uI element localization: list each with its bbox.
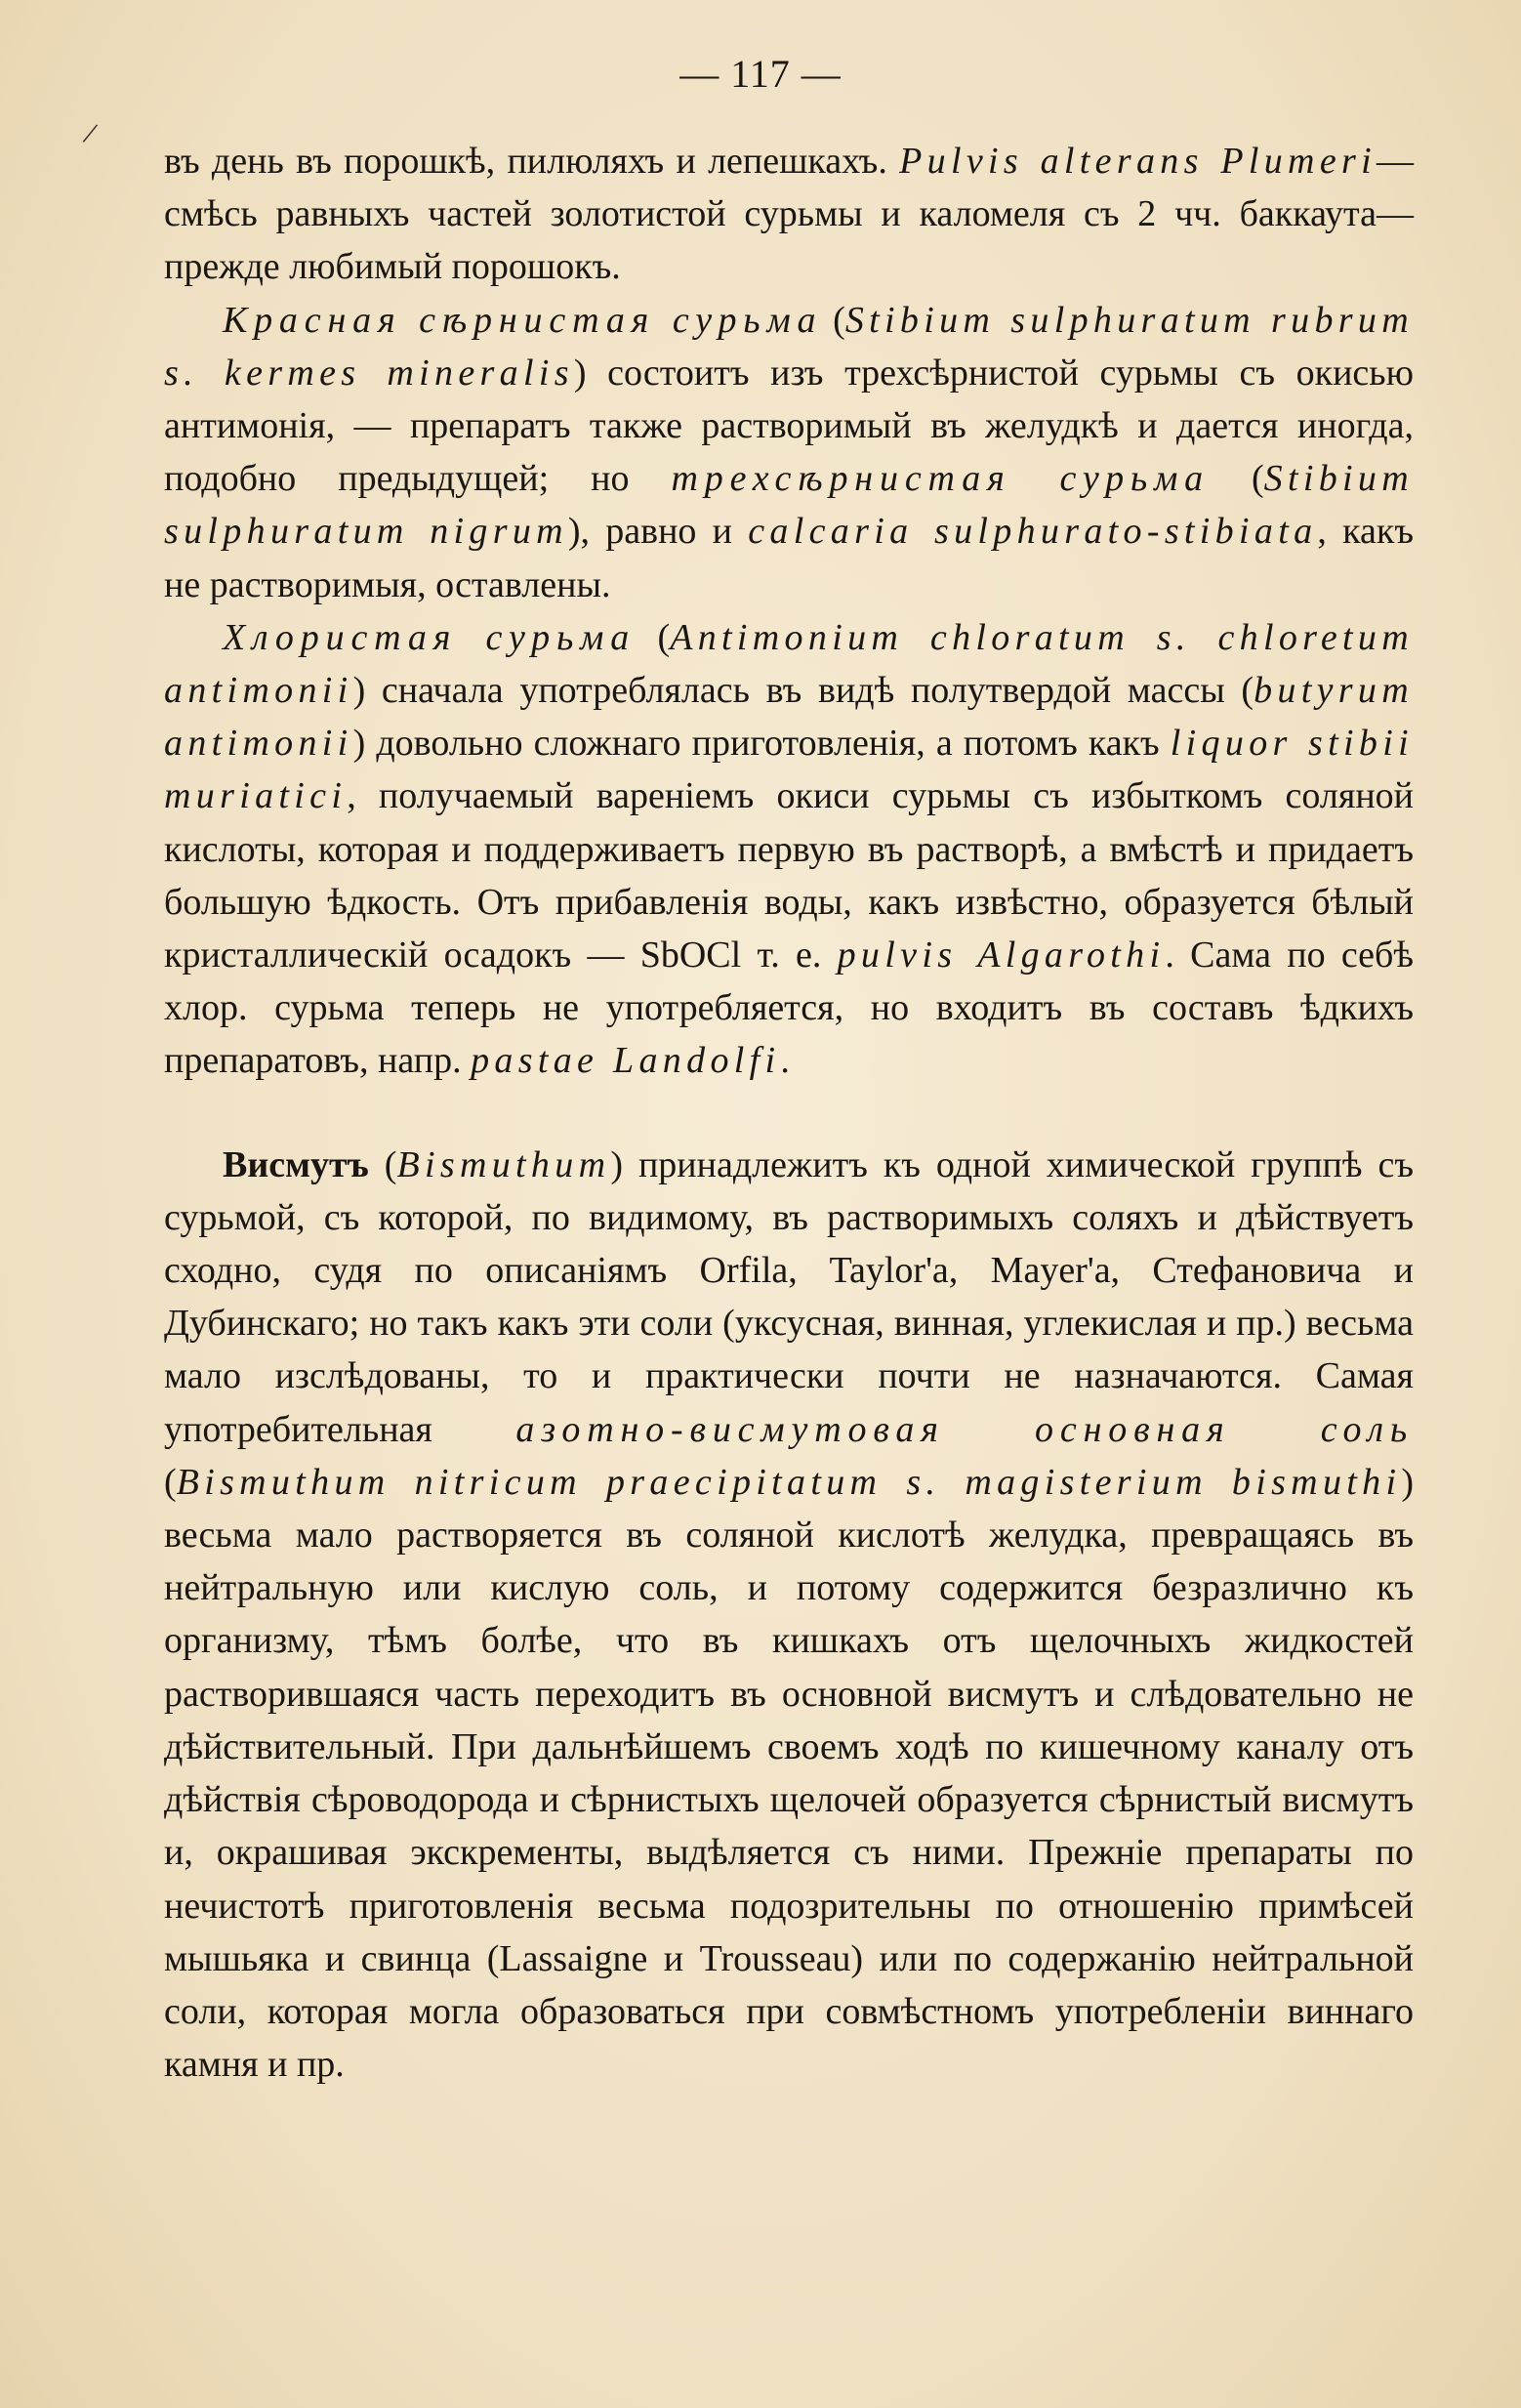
latin-term: Pulvis alterans Plumeri <box>899 141 1377 182</box>
text-run: въ день въ порошкѣ, пилюляхъ и лепешкахъ. <box>164 141 900 182</box>
text-run: , какъ не растворимыя, оставлены. <box>164 511 1414 605</box>
latin-term: Stibium sulphuratum rubrum s. kermes mineralis <box>164 299 1414 394</box>
latin-term: butyrum antimonii <box>164 670 1414 765</box>
text-run: ), равно и <box>567 511 749 553</box>
section-heading-word: Висмутъ <box>223 1143 369 1185</box>
latin-term: pastae Landolfi <box>471 1040 781 1082</box>
latin-term: Bismuthum <box>396 1143 611 1185</box>
latin-term: Stibium sulphuratum nigrum <box>164 458 1414 553</box>
spaced-term: Красная сѣрнистая сурьма <box>223 299 823 341</box>
text-run: . Сама по себѣ хлор. сурьма теперь не употребляется, но входитъ въ составъ ѣдкихъ препаратовъ, напр. <box>164 934 1414 1082</box>
latin-term: liquor stibii muriatici <box>164 723 1414 817</box>
spaced-term: Хлористая сурьма <box>223 616 637 658</box>
text-run: —смѣсь равныхъ частей золотистой сурьмы и каломеля съ 2 чч. баккаута—прежде любимый порошокъ. <box>164 141 1414 288</box>
text-run: ) сначала употреблялась въ видѣ полутвердой массы ( <box>352 670 1254 712</box>
text-run: ( <box>368 1143 397 1185</box>
paragraph-4 <box>164 1139 1414 2092</box>
spaced-term: азотно-висмутовая основная соль <box>515 1408 1414 1450</box>
text-run: ( <box>822 299 845 341</box>
margin-mark: / <box>80 114 101 151</box>
body-text <box>164 135 1414 2091</box>
text-run: ( <box>1210 458 1264 500</box>
paragraph-3 <box>164 611 1414 1088</box>
text-run: . <box>780 1040 790 1082</box>
text-run: ( <box>636 616 671 658</box>
text-run: ) состоитъ изъ трехсѣрнистой сурьмы съ окисью антимонія, — препаратъ также растворимый въ желудкѣ и дается иногда, подобно предыдущей; но <box>164 352 1414 500</box>
page-number: — 117 — <box>679 52 842 96</box>
spaced-term: трехсѣрнистая сурьма <box>671 458 1210 500</box>
latin-term: Antimonium chloratum s. chloretum antimonii <box>164 616 1415 712</box>
latin-term: calcaria sulphurato-stibiata <box>748 511 1318 553</box>
text-run: ) довольно сложнаго приготовленія, а потомъ какъ <box>352 723 1171 765</box>
latin-term: Bismuthum nitricum praecipitatum s. magisterium bismuthi <box>176 1461 1402 1503</box>
text-run: ( <box>164 1461 177 1503</box>
latin-term: pulvis Algarothi <box>837 934 1166 976</box>
paragraph-1 <box>164 135 1414 294</box>
text-run: , получаемый вареніемъ окиси сурьмы съ избыткомъ соляной кислоты, которая и поддерживаетъ первую въ растворѣ, а вмѣстѣ и придаетъ большую ѣдкость. Отъ прибавленія воды, какъ извѣстно, образуется бѣлый кристаллическій осадокъ — SbOCl т. е. <box>164 775 1414 976</box>
text-run: ) принадлежитъ къ одной химической группѣ съ сурьмой, съ которой, по видимому, въ растворимыхъ соляхъ и дѣйствуетъ сходно, судя по описаніямъ Orfila, Taylor'a, Mayer'a, Стефановича и Дубинскаго; но такъ какъ эти соли (уксусная, винная, углекислая и пр.) весьма мало изслѣдованы, то и практически почти не назначаются. Самая употребительная <box>164 1143 1415 1450</box>
text-run: ) весьма мало растворяется въ соляной кислотѣ желудка, превращаясь въ нейтральную или кислую соль, и потому содержится безразлично къ организму, тѣмъ болѣе, что въ кишкахъ отъ щелочныхъ жидкостей растворившаяся часть переходитъ въ основной висмутъ и слѣдовательно не дѣйствительный. При дальнѣйшемъ своемъ ходѣ по кишечному каналу отъ дѣйствія сѣроводорода и сѣрнистыхъ щелочей образуется сѣрнистый висмутъ и, окрашивая экскременты, выдѣляется съ ними. Прежніе препараты по нечистотѣ приготовленія весьма подозрительны по отношенію примѣсей мышьяка и свинца (Lassaigne и Trousseau) или по содержанію нейтральной соли, которая могла образоваться при совмѣстномъ употребленіи виннаго камня и пр. <box>164 1461 1414 2086</box>
paragraph-2 <box>164 294 1414 611</box>
